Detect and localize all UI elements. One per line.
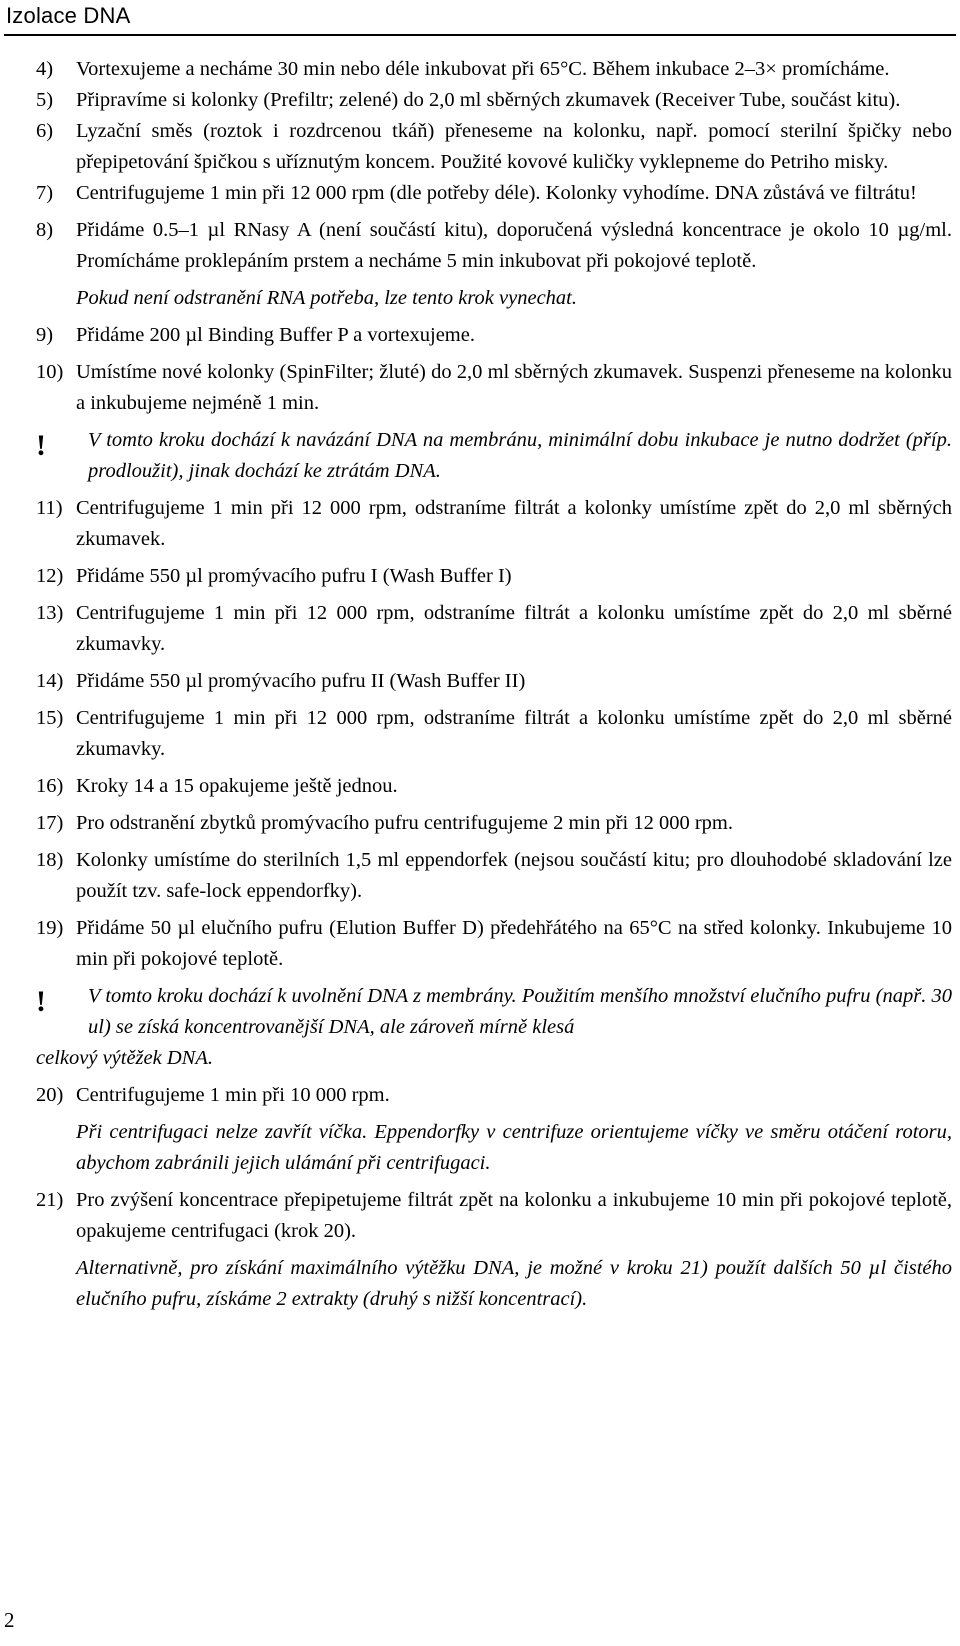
step-number: 7)	[36, 182, 54, 204]
page-title: Izolace DNA	[6, 3, 131, 28]
note-rna-optional: Pokud není odstranění RNA potřeba, lze tento krok vynechat.	[76, 287, 577, 309]
warning-icon: !	[36, 429, 46, 462]
step-text: Centrifugujeme 1 min při 12 000 rpm, odstraníme filtrát a kolonky umístíme zpět do 2,0 ml sběrných zkumavek.	[76, 497, 952, 550]
step-number: 10)	[36, 361, 64, 383]
step-number: 14)	[36, 670, 64, 692]
step-text: Pro zvýšení koncentrace přepipetujeme filtrát zpět na kolonku a inkubujeme 10 min při pokojové teplotě, opakujeme centrifugaci (krok 20).	[76, 1189, 952, 1242]
step-text: Centrifugujeme 1 min při 12 000 rpm (dle potřeby déle). Kolonky vyhodíme. DNA zůstává ve filtrátu!	[76, 182, 917, 204]
step-text: Připravíme si kolonky (Prefiltr; zelené) do 2,0 ml sběrných zkumavek (Receiver Tube, součást kitu).	[76, 89, 901, 111]
page-header	[4, 0, 956, 36]
step-text: Přidáme 50 µl elučního pufru (Elution Buffer D) předehřátého na 65°C na střed kolonky. Inkubujeme 10 min při pokojové teplotě.	[76, 917, 952, 970]
step-text: Centrifugujeme 1 min při 10 000 rpm.	[76, 1084, 390, 1106]
warning-text: V tomto kroku dochází k uvolnění DNA z membrány. Použitím menšího množství elučního pufru (např. 30 ul) se získá koncentrovanější DNA, ale zároveň mírně klesá	[88, 985, 952, 1038]
step-text: Centrifugujeme 1 min při 12 000 rpm, odstraníme filtrát a kolonku umístíme zpět do 2,0 ml sběrné zkumavky.	[76, 602, 952, 655]
step-number: 17)	[36, 812, 64, 834]
warning-binding	[36, 425, 952, 487]
step-number: 19)	[36, 917, 64, 939]
step-9	[36, 320, 952, 351]
note-alternative-yield: Alternativně, pro získání maximálního výtěžku DNA, je možné v kroku 21) použít dalších 50 µl čistého elučního pufru, získáme 2 extrakty (druhý s nižší koncentrací).	[76, 1257, 952, 1310]
step-17	[36, 808, 952, 839]
step-text: Pro odstranění zbytků promývacího pufru centrifugujeme 2 min při 12 000 rpm.	[76, 812, 734, 834]
step-16	[36, 771, 952, 802]
step-5	[36, 85, 952, 116]
warning-text-tail: celkový výtěžek DNA.	[36, 1047, 213, 1069]
step-text: Kroky 14 a 15 opakujeme ještě jednou.	[76, 775, 398, 797]
step-number: 20)	[36, 1084, 64, 1106]
step-number: 4)	[36, 58, 54, 80]
step-text: Kolonky umístíme do sterilních 1,5 ml eppendorfek (nejsou součástí kitu; pro dlouhodobé skladování lze použít tzv. safe-lock eppendorfky).	[76, 849, 952, 902]
step-7	[36, 178, 952, 209]
step-12	[36, 561, 952, 592]
step-8	[36, 215, 952, 277]
step-number: 9)	[36, 324, 54, 346]
step-number: 5)	[36, 89, 54, 111]
step-number: 12)	[36, 565, 64, 587]
step-19	[36, 913, 952, 975]
step-text: Přidáme 550 µl promývacího pufru I (Wash Buffer I)	[76, 565, 512, 587]
warning-icon: !	[36, 985, 46, 1018]
step-number: 16)	[36, 775, 64, 797]
step-20	[36, 1080, 952, 1111]
step-number: 11)	[36, 497, 63, 519]
step-text: Přidáme 0.5–1 µl RNasy A (není součástí kitu), doporučená výsledná koncentrace je okolo 10 µg/ml. Promícháme proklepáním prstem a necháme 5 min inkubovat při pokojové teplotě.	[76, 219, 952, 272]
step-4	[36, 54, 952, 85]
step-number: 15)	[36, 707, 64, 729]
step-text: Přidáme 550 µl promývacího pufru II (Wash Buffer II)	[76, 670, 526, 692]
step-13	[36, 598, 952, 660]
step-text: Umístíme nové kolonky (SpinFilter; žluté) do 2,0 ml sběrných zkumavek. Suspenzi přeneseme na kolonku a inkubujeme nejméně 1 min.	[76, 361, 952, 414]
step-text: Lyzační směs (roztok i rozdrcenou tkáň) přeneseme na kolonku, např. pomocí sterilní špičky nebo přepipetování špičkou s uříznutým koncem. Použité kovové kuličky vyklepneme do Petriho misky.	[76, 120, 952, 173]
step-6	[36, 116, 952, 178]
note-centrifuge-lids: Při centrifugaci nelze zavřít víčka. Eppendorfky v centrifuze orientujeme víčky ve směru otáčení rotoru, abychom zabránili jejich ulámání při centrifugaci.	[76, 1121, 952, 1174]
step-number: 18)	[36, 849, 64, 871]
step-number: 21)	[36, 1189, 64, 1211]
step-number: 13)	[36, 602, 64, 624]
warning-text: V tomto kroku dochází k navázání DNA na membránu, minimální dobu inkubace je nutno dodržet (příp. prodloužit), jinak dochází ke ztrátám DNA.	[88, 429, 952, 482]
page-number: 2	[4, 1608, 15, 1632]
warning-elution	[36, 981, 952, 1074]
protocol-steps	[36, 54, 952, 1321]
step-number: 8)	[36, 219, 54, 241]
step-text: Vortexujeme a necháme 30 min nebo déle inkubovat při 65°C. Během inkubace 2–3× promícháme.	[76, 58, 890, 80]
step-18	[36, 845, 952, 907]
step-14	[36, 666, 952, 697]
step-number: 6)	[36, 120, 54, 142]
step-11	[36, 493, 952, 555]
step-21	[36, 1185, 952, 1247]
step-text: Centrifugujeme 1 min při 12 000 rpm, odstraníme filtrát a kolonku umístíme zpět do 2,0 ml sběrné zkumavky.	[76, 707, 952, 760]
step-text: Přidáme 200 µl Binding Buffer P a vortexujeme.	[76, 324, 475, 346]
step-10	[36, 357, 952, 419]
step-15	[36, 703, 952, 765]
